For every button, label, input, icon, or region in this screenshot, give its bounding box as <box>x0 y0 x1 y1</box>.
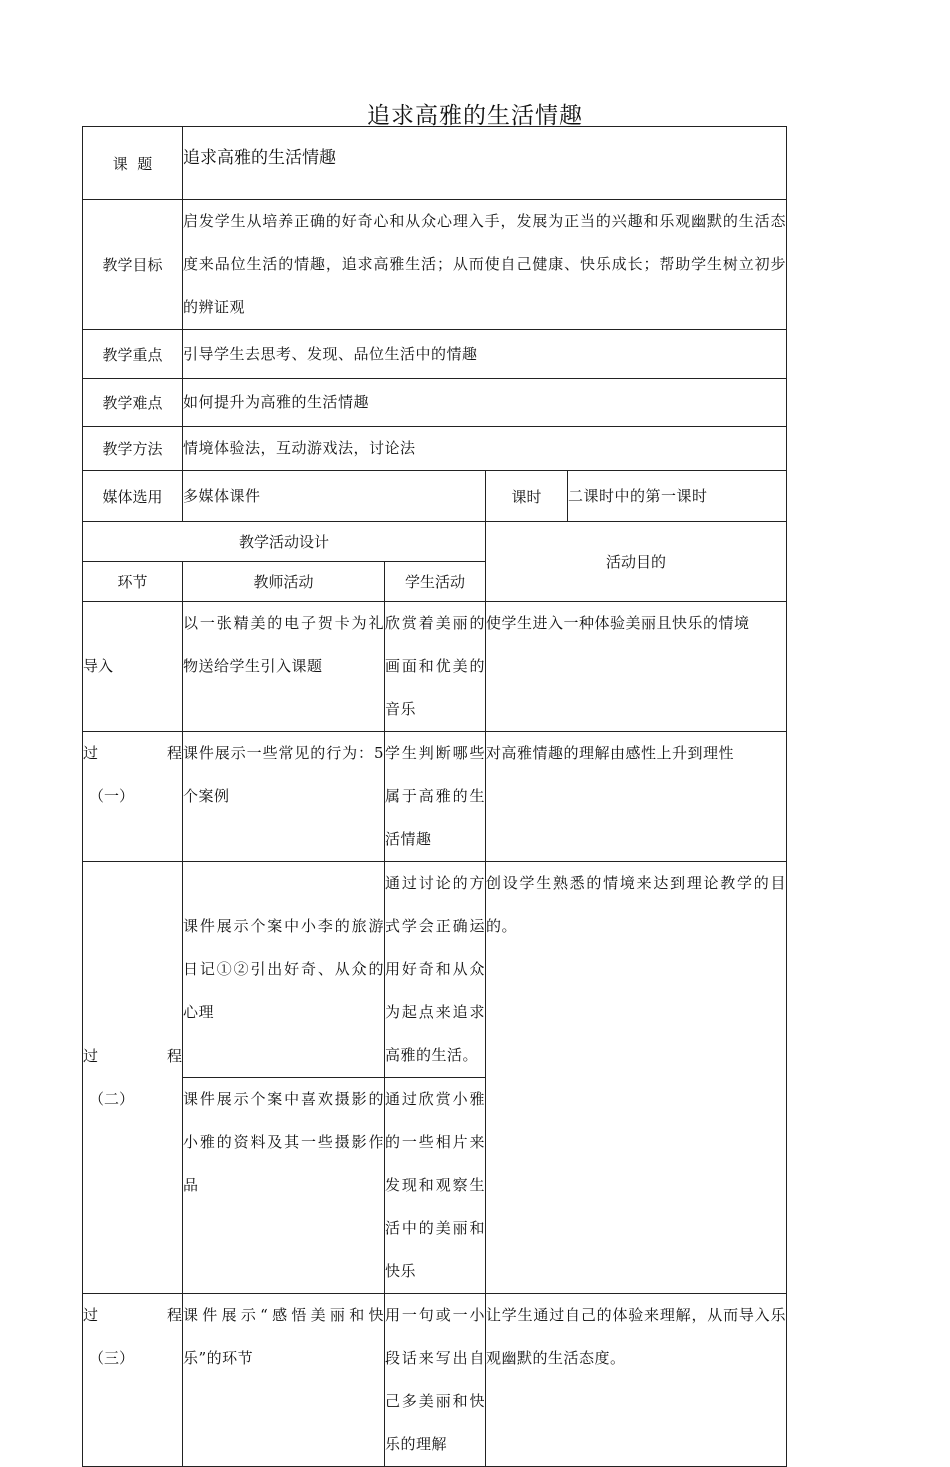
header-stage: 环节 <box>83 562 183 602</box>
student-process-2a: 通过讨论的方式学会正确运用好奇和从众为起点来追求高雅的生活。 <box>385 862 486 1078</box>
student-process-2b: 通过欣赏小雅的一些相片来发现和观察生活中的美丽和快乐 <box>385 1078 486 1294</box>
row-process-3 <box>83 1294 787 1467</box>
stage-process-1: 过 程 （一） <box>83 732 183 862</box>
value-goal: 启发学生从培养正确的好奇心和从众心理入手，发展为正当的兴趣和乐观幽默的生活态度来品位生活的情趣，追求高雅生活；从而使自己健康、快乐成长；帮助学生树立初步的辨证观 <box>183 200 787 330</box>
row-difficulty <box>83 379 787 427</box>
lesson-plan-table <box>82 126 787 1467</box>
teacher-process-2b: 课件展示个案中喜欢摄影的小雅的资料及其一些摄影作品 <box>183 1078 385 1294</box>
header-student: 学生活动 <box>385 562 486 602</box>
row-process-1 <box>83 732 787 862</box>
teacher-process-3: 课件展示“感悟美丽和快乐”的环节 <box>183 1294 385 1467</box>
value-topic: 追求高雅的生活情趣 <box>183 127 787 200</box>
row-key <box>83 330 787 379</box>
page-title: 追求高雅的生活情趣 <box>367 103 583 129</box>
purpose-intro: 使学生进入一种体验美丽且快乐的情境 <box>486 602 787 732</box>
purpose-process-1: 对高雅情趣的理解由感性上升到理性 <box>486 732 787 862</box>
row-media <box>83 471 787 522</box>
header-teacher: 教师活动 <box>183 562 385 602</box>
label-method: 教学方法 <box>83 427 183 471</box>
stage-process-2: 过 程 （二） <box>83 862 183 1294</box>
row-method <box>83 427 787 471</box>
label-difficulty: 教学难点 <box>83 379 183 427</box>
header-purpose: 活动目的 <box>486 522 787 602</box>
stage-intro: 导入 <box>83 602 183 732</box>
header-activity-design: 教学活动设计 <box>83 522 486 562</box>
value-method: 情境体验法，互动游戏法，讨论法 <box>183 427 787 471</box>
stage-process-3: 过 程 （三） <box>83 1294 183 1467</box>
row-topic <box>83 127 787 200</box>
student-intro: 欣赏着美丽的画面和优美的音乐 <box>385 602 486 732</box>
purpose-process-3: 让学生通过自己的体验来理解，从而导入乐观幽默的生活态度。 <box>486 1294 787 1467</box>
row-activity-header <box>83 522 787 562</box>
row-intro <box>83 602 787 732</box>
label-media: 媒体选用 <box>83 471 183 522</box>
value-period: 二课时中的第一课时 <box>568 471 787 522</box>
value-media: 多媒体课件 <box>183 471 486 522</box>
value-key: 引导学生去思考、发现、品位生活中的情趣 <box>183 330 787 379</box>
label-key: 教学重点 <box>83 330 183 379</box>
label-period: 课时 <box>486 471 568 522</box>
label-topic: 课 题 <box>83 127 183 200</box>
student-process-3: 用一句或一小段话来写出自己多美丽和快乐的理解 <box>385 1294 486 1467</box>
purpose-process-2: 创设学生熟悉的情境来达到理论教学的目的。 <box>486 862 787 1294</box>
row-goal <box>83 200 787 330</box>
value-difficulty: 如何提升为高雅的生活情趣 <box>183 379 787 427</box>
teacher-intro: 以一张精美的电子贺卡为礼物送给学生引入课题 <box>183 602 385 732</box>
row-process-2a <box>83 862 787 1078</box>
label-goal: 教学目标 <box>83 200 183 330</box>
teacher-process-1: 课件展示一些常见的行为：5个案例 <box>183 732 385 862</box>
teacher-process-2a: 课件展示个案中小李的旅游日记①②引出好奇、从众的心理 <box>183 862 385 1078</box>
student-process-1: 学生判断哪些属于高雅的生活情趣 <box>385 732 486 862</box>
